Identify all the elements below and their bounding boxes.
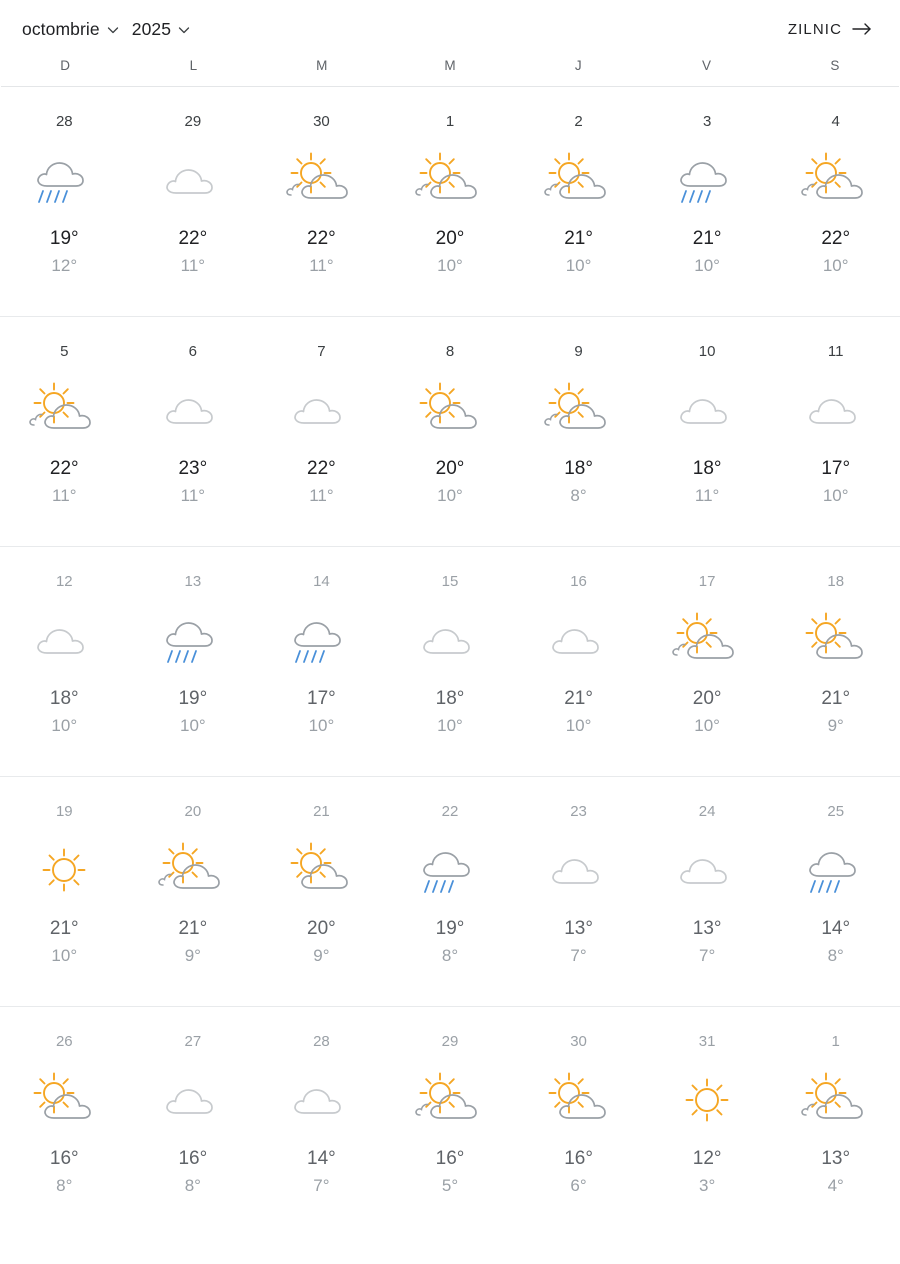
low-temperature: 10° (437, 716, 463, 735)
sun-behind-cloud-icon (790, 597, 882, 683)
sun-behind-cloud-icon (275, 827, 367, 913)
high-temperature: 13° (564, 918, 593, 939)
high-temperature: 20° (435, 228, 465, 249)
calendar-day-cell[interactable] (257, 317, 386, 546)
calendar-day-cell[interactable] (129, 87, 258, 316)
day-number: 12 (55, 573, 73, 590)
low-temperature: 9° (184, 946, 201, 965)
calendar-day-cell[interactable] (643, 777, 772, 1006)
sun-behind-cloud-icon (18, 1057, 110, 1143)
cloud-icon (147, 1057, 239, 1143)
high-temperature: 16° (435, 1148, 465, 1169)
weekday-label: M (316, 58, 328, 73)
low-temperature: 11° (180, 486, 206, 505)
rain-icon (661, 137, 753, 223)
cloud-icon (147, 367, 239, 453)
sun-behind-cloud-icon (404, 137, 496, 223)
day-number: 6 (188, 343, 198, 360)
day-number: 7 (317, 343, 326, 360)
daily-view-link[interactable] (788, 21, 872, 38)
high-temperature: 22° (821, 228, 851, 249)
high-temperature: 12° (692, 1148, 722, 1169)
high-temperature: 17° (821, 458, 851, 479)
low-temperature: 10° (437, 256, 463, 275)
high-temperature: 14° (821, 918, 851, 939)
calendar-day-cell[interactable] (129, 317, 258, 546)
day-number: 16 (570, 573, 587, 590)
calendar-day-cell[interactable] (514, 547, 643, 776)
calendar-day-cell[interactable] (771, 87, 900, 316)
high-temperature: 19° (178, 688, 208, 709)
calendar-day-cell[interactable] (257, 547, 386, 776)
cloud-icon (18, 597, 110, 683)
day-number: 1 (831, 1033, 840, 1050)
calendar-header (0, 0, 900, 58)
day-number: 27 (184, 1033, 202, 1050)
day-number: 28 (55, 113, 73, 130)
day-number: 23 (570, 803, 587, 820)
high-temperature: 22° (307, 228, 336, 249)
weekday-label: M (444, 58, 456, 73)
day-number: 20 (184, 803, 202, 820)
high-temperature: 20° (692, 688, 722, 709)
cloud-icon (661, 827, 753, 913)
month-label: octombrie (22, 18, 100, 39)
calendar-day-cell[interactable] (386, 87, 515, 316)
low-temperature: 11° (180, 256, 206, 275)
weekday-label: S (830, 58, 840, 73)
day-number: 1 (445, 113, 455, 130)
sun-behind-cloud-icon (790, 137, 882, 223)
calendar-week-row (0, 87, 900, 317)
day-number: 29 (441, 1033, 459, 1050)
high-temperature: 16° (564, 1148, 593, 1169)
calendar-day-cell[interactable] (257, 87, 386, 316)
weekday-header-row (1, 58, 899, 87)
low-temperature: 3° (699, 1176, 716, 1195)
rain-icon (404, 827, 496, 913)
cloud-icon (275, 367, 367, 453)
calendar-day-cell[interactable] (771, 777, 900, 1006)
day-number: 5 (60, 343, 69, 360)
day-number: 3 (702, 113, 712, 130)
day-number: 22 (441, 803, 459, 820)
calendar-day-cell[interactable] (0, 1007, 129, 1237)
calendar-week-row (0, 1007, 900, 1237)
low-temperature: 5° (441, 1176, 459, 1195)
high-temperature: 20° (307, 918, 336, 939)
calendar-day-cell[interactable] (514, 777, 643, 1006)
day-number: 26 (55, 1033, 73, 1050)
day-number: 25 (827, 803, 845, 820)
low-temperature: 11° (52, 486, 77, 505)
calendar-day-cell[interactable] (514, 87, 643, 316)
high-temperature: 18° (435, 688, 465, 709)
high-temperature: 22° (307, 458, 336, 479)
sun-icon (661, 1057, 753, 1143)
arrow-right-icon[interactable] (852, 22, 872, 36)
cloud-icon (533, 597, 625, 683)
high-temperature: 16° (178, 1148, 208, 1169)
high-temperature: 22° (178, 228, 208, 249)
low-temperature: 9° (827, 716, 844, 735)
day-number: 24 (698, 803, 716, 820)
calendar-weeks (0, 87, 900, 1237)
calendar-day-cell[interactable] (514, 317, 643, 546)
weekday-label: J (574, 58, 582, 73)
calendar-day-cell[interactable] (129, 777, 258, 1006)
calendar-day-cell[interactable] (386, 317, 515, 546)
rain-icon (790, 827, 882, 913)
day-number: 18 (827, 573, 845, 590)
weekday-label: V (702, 58, 712, 73)
calendar-day-cell[interactable] (257, 777, 386, 1006)
day-number: 9 (574, 343, 583, 360)
high-temperature: 21° (178, 918, 208, 939)
high-temperature: 18° (49, 688, 79, 709)
high-temperature: 20° (435, 458, 465, 479)
high-temperature: 16° (49, 1148, 79, 1169)
calendar-day-cell[interactable] (0, 87, 129, 316)
calendar-day-cell[interactable] (0, 547, 129, 776)
high-temperature: 22° (49, 458, 79, 479)
sun-behind-cloud-icon (275, 137, 367, 223)
day-number: 13 (184, 573, 202, 590)
day-number: 19 (55, 803, 73, 820)
low-temperature: 6° (570, 1176, 587, 1195)
calendar-week-row (0, 547, 900, 777)
calendar-week-row (0, 317, 900, 547)
day-number: 28 (313, 1033, 330, 1050)
day-number: 29 (184, 113, 202, 130)
calendar-day-cell[interactable] (771, 317, 900, 546)
low-temperature: 8° (56, 1176, 73, 1195)
cloud-icon (790, 367, 882, 453)
cloud-icon (147, 137, 239, 223)
rain-icon (275, 597, 367, 683)
high-temperature: 18° (564, 458, 593, 479)
cloud-icon (275, 1057, 367, 1143)
year-label: 2025 (131, 18, 172, 39)
sun-behind-cloud-icon (18, 367, 110, 453)
sun-behind-cloud-icon (404, 1057, 496, 1143)
calendar-day-cell[interactable] (386, 547, 515, 776)
high-temperature: 21° (564, 228, 593, 249)
low-temperature: 12° (51, 256, 78, 275)
day-number: 21 (313, 803, 330, 820)
high-temperature: 17° (307, 688, 336, 709)
high-temperature: 21° (564, 688, 593, 709)
low-temperature: 11° (309, 256, 334, 275)
calendar-day-cell[interactable] (643, 317, 772, 546)
low-temperature: 4° (827, 1176, 844, 1195)
calendar-day-cell[interactable] (0, 777, 129, 1006)
high-temperature: 19° (435, 918, 465, 939)
low-temperature: 10° (565, 716, 592, 735)
low-temperature: 8° (570, 486, 587, 505)
high-temperature: 13° (821, 1148, 851, 1169)
cloud-icon (404, 597, 496, 683)
low-temperature: 7° (699, 946, 716, 965)
high-temperature: 13° (692, 918, 722, 939)
sun-behind-cloud-icon (533, 1057, 625, 1143)
calendar-day-cell[interactable] (129, 547, 258, 776)
day-number: 31 (698, 1033, 716, 1050)
sun-behind-cloud-icon (533, 137, 625, 223)
high-temperature: 18° (692, 458, 722, 479)
low-temperature: 8° (827, 946, 844, 965)
weekday-label: L (189, 58, 198, 73)
calendar-day-cell[interactable] (514, 1007, 643, 1237)
day-number: 11 (827, 343, 844, 360)
sun-behind-cloud-icon (533, 367, 625, 453)
sun-icon (18, 827, 110, 913)
low-temperature: 7° (313, 1176, 330, 1195)
calendar-day-cell[interactable] (643, 547, 772, 776)
high-temperature: 21° (821, 688, 851, 709)
sun-behind-cloud-icon (790, 1057, 882, 1143)
day-number: 10 (698, 343, 716, 360)
low-temperature: 10° (179, 716, 206, 735)
calendar-day-cell[interactable] (643, 87, 772, 316)
sun-behind-cloud-icon (147, 827, 239, 913)
high-temperature: 14° (307, 1148, 336, 1169)
high-temperature: 19° (49, 228, 79, 249)
low-temperature: 9° (313, 946, 330, 965)
day-number: 30 (570, 1033, 587, 1050)
low-temperature: 10° (308, 716, 335, 735)
cloud-icon (661, 367, 753, 453)
low-temperature: 8° (184, 1176, 201, 1195)
weekday-label: D (60, 58, 71, 73)
cloud-icon (533, 827, 625, 913)
low-temperature: 8° (441, 946, 459, 965)
day-number: 2 (574, 113, 583, 130)
day-number: 15 (441, 573, 459, 590)
low-temperature: 11° (309, 486, 334, 505)
low-temperature: 10° (437, 486, 463, 505)
low-temperature: 10° (51, 716, 78, 735)
low-temperature: 10° (565, 256, 592, 275)
calendar-day-cell[interactable] (257, 1007, 386, 1237)
calendar-day-cell[interactable] (0, 317, 129, 546)
high-temperature: 23° (178, 458, 208, 479)
high-temperature: 21° (49, 918, 79, 939)
chevron-down-icon[interactable] (106, 23, 120, 37)
rain-icon (147, 597, 239, 683)
low-temperature: 11° (694, 486, 720, 505)
sun-behind-cloud-icon (661, 597, 753, 683)
low-temperature: 10° (694, 716, 720, 735)
calendar-day-cell[interactable] (771, 1007, 900, 1237)
low-temperature: 7° (570, 946, 587, 965)
month-year-selector[interactable] (22, 19, 191, 40)
calendar-day-cell[interactable] (643, 1007, 772, 1237)
daily-view-label: ZILNIC (787, 20, 842, 38)
calendar-day-cell[interactable] (129, 1007, 258, 1237)
day-number: 14 (313, 573, 330, 590)
calendar-week-row (0, 777, 900, 1007)
high-temperature: 21° (692, 228, 722, 249)
calendar-day-cell[interactable] (771, 547, 900, 776)
day-number: 4 (831, 113, 840, 130)
calendar-day-cell[interactable] (386, 1007, 515, 1237)
low-temperature: 10° (822, 486, 849, 505)
day-number: 30 (313, 113, 330, 130)
low-temperature: 10° (51, 946, 78, 965)
calendar-day-cell[interactable] (386, 777, 515, 1006)
chevron-down-icon[interactable] (177, 23, 191, 37)
day-number: 17 (698, 573, 716, 590)
low-temperature: 10° (822, 256, 849, 275)
sun-behind-cloud-icon (404, 367, 496, 453)
low-temperature: 10° (694, 256, 720, 275)
rain-icon (18, 137, 110, 223)
day-number: 8 (445, 343, 455, 360)
